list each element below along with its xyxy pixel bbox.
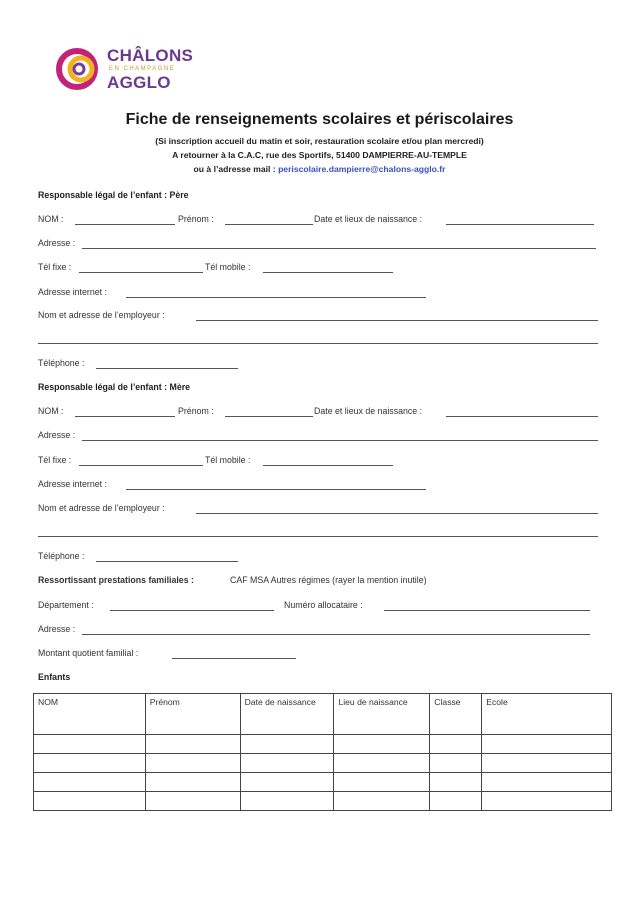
chalons-agglo-logo	[55, 44, 215, 96]
table-row	[34, 754, 612, 773]
pere-naissance-field[interactable]	[446, 224, 594, 225]
table-cell[interactable]	[430, 773, 482, 792]
logo-rings-icon	[55, 44, 103, 94]
pere-tel-mobile-field[interactable]	[263, 272, 393, 273]
departement-label: Département :	[38, 600, 94, 610]
table-cell[interactable]	[430, 735, 482, 754]
mere-prenom-label: Prénom :	[178, 406, 214, 416]
logo-text-champagne: EN CHAMPAGNE	[109, 66, 176, 72]
mail-prefix: ou à l’adresse mail :	[193, 164, 276, 174]
col-header-ecole: Ecole	[482, 694, 612, 735]
prestations-label: Ressortissant prestations familiales :	[38, 575, 194, 585]
table-cell[interactable]	[145, 754, 240, 773]
mere-tel-fixe-field[interactable]	[79, 465, 203, 466]
table-cell[interactable]	[482, 754, 612, 773]
table-cell[interactable]	[145, 735, 240, 754]
table-cell[interactable]	[145, 792, 240, 811]
page-title: Fiche de renseignements scolaires et périscolaires	[125, 111, 514, 128]
subtitle: (Si inscription accueil du matin et soir, restauration scolaire et/ou plan mercredi)	[155, 136, 484, 146]
pere-internet-label: Adresse internet :	[38, 287, 107, 297]
return-address: A retourner à la C.A.C, rue des Sportifs, 51400 DAMPIERRE-AU-TEMPLE	[172, 150, 467, 160]
logo-text-chalons: CHÂLONS	[107, 46, 194, 65]
table-row	[34, 792, 612, 811]
quotient-label: Montant quotient familial :	[38, 648, 139, 658]
pere-telephone-field[interactable]	[96, 368, 238, 369]
table-cell[interactable]	[240, 735, 334, 754]
table-cell[interactable]	[240, 773, 334, 792]
pere-telephone-label: Téléphone :	[38, 358, 85, 368]
col-header-classe: Classe	[430, 694, 482, 735]
pere-tel-fixe-label: Tél fixe :	[38, 262, 72, 272]
mere-telephone-field[interactable]	[96, 561, 238, 562]
col-header-lieu-naissance: Lieu de naissance	[334, 694, 430, 735]
table-cell[interactable]	[482, 773, 612, 792]
table-cell[interactable]	[240, 754, 334, 773]
pere-tel-mobile-label: Tél mobile :	[205, 262, 251, 272]
mere-naissance-field[interactable]	[446, 416, 598, 417]
col-header-prenom: Prénom	[145, 694, 240, 735]
table-cell[interactable]	[334, 754, 430, 773]
table-cell[interactable]	[240, 792, 334, 811]
table-cell[interactable]	[34, 773, 146, 792]
mere-tel-mobile-label: Tél mobile :	[205, 455, 251, 465]
mere-employeur-label: Nom et adresse de l’employeur :	[38, 503, 165, 513]
pere-prenom-label: Prénom :	[178, 214, 214, 224]
mere-tel-fixe-label: Tél fixe :	[38, 455, 72, 465]
pere-internet-field[interactable]	[126, 297, 426, 298]
pere-employeur-label: Nom et adresse de l’employeur :	[38, 310, 165, 320]
section-pere-title: Responsable légal de l’enfant : Père	[38, 190, 189, 200]
mere-adresse-label: Adresse :	[38, 430, 76, 440]
mail-link[interactable]: periscolaire.dampierre@chalons-agglo.fr	[278, 164, 446, 174]
pere-naissance-label: Date et lieux de naissance :	[314, 214, 423, 224]
table-cell[interactable]	[34, 792, 146, 811]
quotient-field[interactable]	[172, 658, 296, 659]
departement-field[interactable]	[110, 610, 274, 611]
col-header-nom: NOM	[34, 694, 146, 735]
mail-line	[0, 164, 639, 174]
logo-text-agglo: AGGLO	[107, 73, 171, 92]
table-header-row	[34, 694, 612, 735]
table-row	[34, 773, 612, 792]
table-cell[interactable]	[482, 735, 612, 754]
mere-internet-field[interactable]	[126, 489, 426, 490]
mere-internet-label: Adresse internet :	[38, 479, 107, 489]
prestations-adresse-field[interactable]	[82, 634, 590, 635]
pere-adresse-label: Adresse :	[38, 238, 76, 248]
pere-tel-fixe-field[interactable]	[79, 272, 203, 273]
table-cell[interactable]	[430, 754, 482, 773]
pere-nom-label: NOM :	[38, 214, 64, 224]
enfants-table	[33, 693, 612, 811]
mere-prenom-field[interactable]	[225, 416, 313, 417]
table-cell[interactable]	[145, 773, 240, 792]
pere-adresse-field[interactable]	[82, 248, 596, 249]
mere-nom-label: NOM :	[38, 406, 64, 416]
mere-adresse-field[interactable]	[82, 440, 598, 441]
mere-telephone-label: Téléphone :	[38, 551, 85, 561]
mere-naissance-label: Date et lieux de naissance :	[314, 406, 423, 416]
pere-prenom-field[interactable]	[225, 224, 313, 225]
mere-nom-field[interactable]	[75, 416, 175, 417]
table-cell[interactable]	[334, 735, 430, 754]
table-cell[interactable]	[34, 735, 146, 754]
allocataire-field[interactable]	[384, 610, 590, 611]
section-mere-title: Responsable légal de l’enfant : Mère	[38, 382, 191, 392]
prestations-adresse-label: Adresse :	[38, 624, 76, 634]
pere-nom-field[interactable]	[75, 224, 175, 225]
section-enfants-title: Enfants	[38, 672, 71, 682]
table-cell[interactable]	[334, 773, 430, 792]
allocataire-label: Numéro allocataire :	[284, 600, 363, 610]
table-cell[interactable]	[334, 792, 430, 811]
mere-tel-mobile-field[interactable]	[263, 465, 393, 466]
table-cell[interactable]	[482, 792, 612, 811]
table-row	[34, 735, 612, 754]
col-header-date-naissance: Date de naissance	[240, 694, 334, 735]
pere-employeur-field-line2[interactable]	[38, 343, 598, 344]
table-cell[interactable]	[34, 754, 146, 773]
mere-employeur-field-line2[interactable]	[38, 536, 598, 537]
pere-employeur-field[interactable]	[196, 320, 598, 321]
mere-employeur-field[interactable]	[196, 513, 598, 514]
table-cell[interactable]	[430, 792, 482, 811]
prestations-options[interactable]: CAF MSA Autres régimes (rayer la mention inutile)	[230, 575, 427, 585]
